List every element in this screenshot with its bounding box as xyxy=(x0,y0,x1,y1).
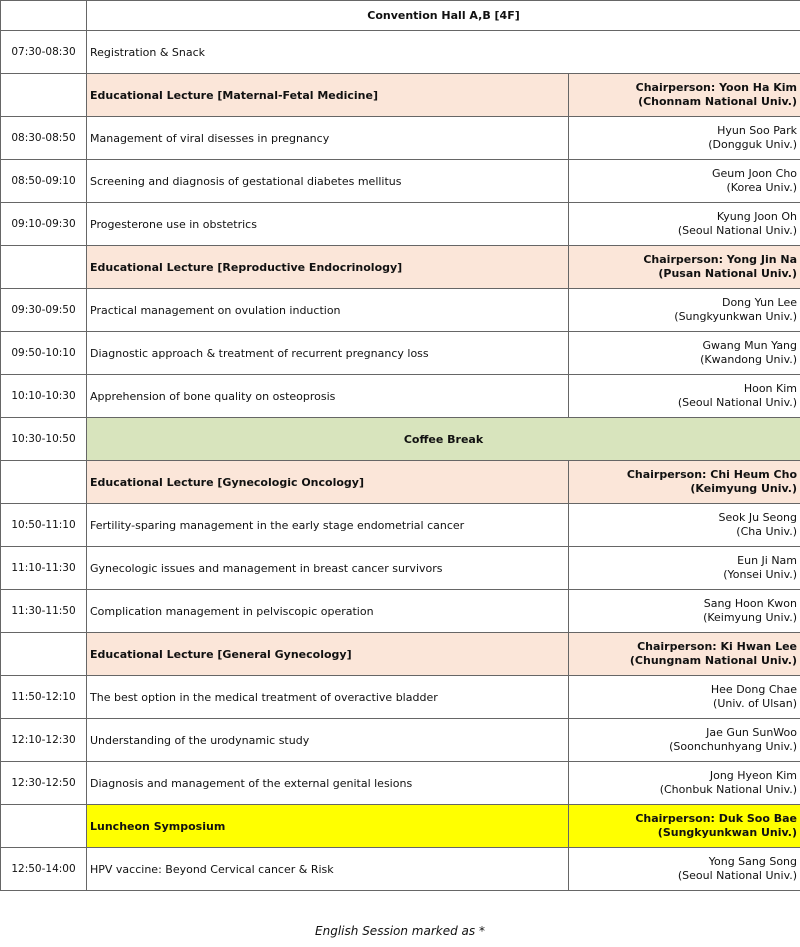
time-cell: 07:30-08:30 xyxy=(1,31,87,74)
speaker-affiliation: (Keimyung Univ.) xyxy=(703,611,798,624)
session-header-row xyxy=(1,633,800,676)
talk-title: Progesterone use in obstetrics xyxy=(87,203,569,246)
time-cell xyxy=(1,633,87,676)
speaker-name: Seok Ju Seong xyxy=(718,511,798,524)
program-row xyxy=(1,547,800,590)
chairperson-affiliation: (Pusan National Univ.) xyxy=(658,267,798,280)
time-cell: 11:30-11:50 xyxy=(1,590,87,633)
speaker-name: Hyun Soo Park xyxy=(717,124,798,137)
program-row xyxy=(1,289,800,332)
talk-title: Apprehension of bone quality on osteoprosis xyxy=(87,375,569,418)
time-cell: 08:30-08:50 xyxy=(1,117,87,160)
talk-title: Fertility-sparing management in the early stage endometrial cancer xyxy=(87,504,569,547)
talk-title: Diagnostic approach & treatment of recurrent pregnancy loss xyxy=(87,332,569,375)
time-cell: 10:50-11:10 xyxy=(1,504,87,547)
chairperson-affiliation: (Chonnam National Univ.) xyxy=(638,95,798,108)
speaker-affiliation: (Cha Univ.) xyxy=(736,525,798,538)
speaker-name: Jae Gun SunWoo xyxy=(706,726,798,739)
speaker-affiliation: (Seoul National Univ.) xyxy=(677,869,798,882)
session-header-row xyxy=(1,461,800,504)
program-table-body xyxy=(1,1,800,891)
chairperson-name: Chairperson: Yoon Ha Kim xyxy=(635,81,798,94)
hall-header-row xyxy=(1,1,800,31)
program-row xyxy=(1,762,800,805)
speaker-cell xyxy=(569,504,800,547)
speaker-cell xyxy=(569,289,800,332)
time-cell: 10:30-10:50 xyxy=(1,418,87,461)
footnote: English Session marked as * xyxy=(315,924,485,938)
chairperson-cell xyxy=(569,246,800,289)
chairperson-name: Chairperson: Ki Hwan Lee xyxy=(637,640,798,653)
session-title: Educational Lecture [Reproductive Endocrinology] xyxy=(87,246,569,289)
time-cell: 09:10-09:30 xyxy=(1,203,87,246)
program-row xyxy=(1,117,800,160)
time-cell xyxy=(1,74,87,117)
program-row xyxy=(1,375,800,418)
time-cell xyxy=(1,805,87,848)
chairperson-affiliation: (Sungkyunkwan Univ.) xyxy=(657,826,798,839)
speaker-affiliation: (Univ. of Ulsan) xyxy=(713,697,798,710)
speaker-cell xyxy=(569,547,800,590)
program-row xyxy=(1,676,800,719)
time-cell: 10:10-10:30 xyxy=(1,375,87,418)
session-header-row xyxy=(1,805,800,848)
session-title: Educational Lecture [Gynecologic Oncology] xyxy=(87,461,569,504)
chairperson-cell xyxy=(569,74,800,117)
chairperson-cell xyxy=(569,805,800,848)
speaker-name: Gwang Mun Yang xyxy=(702,339,798,352)
chairperson-name: Chairperson: Yong Jin Na xyxy=(643,253,798,266)
speaker-name: Hee Dong Chae xyxy=(710,683,798,696)
speaker-cell xyxy=(569,590,800,633)
program-row xyxy=(1,504,800,547)
speaker-name: Dong Yun Lee xyxy=(721,296,798,309)
time-cell: 08:50-09:10 xyxy=(1,160,87,203)
speaker-name: Geum Joon Cho xyxy=(711,167,798,180)
time-cell: 11:50-12:10 xyxy=(1,676,87,719)
time-cell: 12:10-12:30 xyxy=(1,719,87,762)
time-cell xyxy=(1,246,87,289)
chairperson-name: Chairperson: Chi Heum Cho xyxy=(626,468,798,481)
hall-title: Convention Hall A,B [4F] xyxy=(87,1,800,31)
speaker-cell xyxy=(569,719,800,762)
speaker-cell xyxy=(569,160,800,203)
coffee-break-label: Coffee Break xyxy=(87,418,800,461)
speaker-affiliation: (Seoul National Univ.) xyxy=(677,224,798,237)
speaker-affiliation: (Kwandong Univ.) xyxy=(700,353,798,366)
talk-title: Understanding of the urodynamic study xyxy=(87,719,569,762)
program-row xyxy=(1,848,800,891)
session-header-row xyxy=(1,246,800,289)
speaker-affiliation: (Soonchunhyang Univ.) xyxy=(669,740,798,753)
speaker-name: Kyung Joon Oh xyxy=(716,210,798,223)
program-row xyxy=(1,160,800,203)
session-title: Luncheon Symposium xyxy=(87,805,569,848)
time-cell xyxy=(1,461,87,504)
speaker-name: Eun Ji Nam xyxy=(737,554,798,567)
talk-title: Screening and diagnosis of gestational diabetes mellitus xyxy=(87,160,569,203)
speaker-affiliation: (Sungkyunkwan Univ.) xyxy=(674,310,798,323)
program-title: Registration & Snack xyxy=(87,31,800,74)
talk-title: Gynecologic issues and management in breast cancer survivors xyxy=(87,547,569,590)
speaker-cell xyxy=(569,676,800,719)
speaker-affiliation: (Seoul National Univ.) xyxy=(677,396,798,409)
speaker-affiliation: (Yonsei Univ.) xyxy=(723,568,798,581)
chairperson-affiliation: (Keimyung Univ.) xyxy=(690,482,798,495)
speaker-cell xyxy=(569,117,800,160)
speaker-name: Hoon Kim xyxy=(743,382,798,395)
speaker-cell xyxy=(569,203,800,246)
speaker-name: Jong Hyeon Kim xyxy=(709,769,798,782)
chairperson-affiliation: (Chungnam National Univ.) xyxy=(629,654,798,667)
program-row xyxy=(1,590,800,633)
talk-title: Practical management on ovulation induction xyxy=(87,289,569,332)
time-cell: 12:30-12:50 xyxy=(1,762,87,805)
speaker-cell xyxy=(569,848,800,891)
program-row xyxy=(1,31,800,74)
chairperson-name: Chairperson: Duk Soo Bae xyxy=(635,812,798,825)
program-row xyxy=(1,203,800,246)
talk-title: The best option in the medical treatment of overactive bladder xyxy=(87,676,569,719)
speaker-name: Yong Sang Song xyxy=(708,855,798,868)
talk-title: Diagnosis and management of the external genital lesions xyxy=(87,762,569,805)
speaker-name: Sang Hoon Kwon xyxy=(703,597,798,610)
chairperson-cell xyxy=(569,461,800,504)
session-title: Educational Lecture [Maternal-Fetal Medicine] xyxy=(87,74,569,117)
talk-title: HPV vaccine: Beyond Cervical cancer & Risk xyxy=(87,848,569,891)
program-row xyxy=(1,719,800,762)
talk-title: Management of viral disesses in pregnancy xyxy=(87,117,569,160)
time-cell: 12:50-14:00 xyxy=(1,848,87,891)
chairperson-cell xyxy=(569,633,800,676)
time-header-cell xyxy=(1,1,87,31)
speaker-affiliation: (Chonbuk National Univ.) xyxy=(659,783,798,796)
speaker-affiliation: (Korea Univ.) xyxy=(726,181,798,194)
speaker-affiliation: (Dongguk Univ.) xyxy=(708,138,798,151)
speaker-cell xyxy=(569,762,800,805)
time-cell: 09:50-10:10 xyxy=(1,332,87,375)
session-title: Educational Lecture [General Gynecology] xyxy=(87,633,569,676)
time-cell: 11:10-11:30 xyxy=(1,547,87,590)
break-row xyxy=(1,418,800,461)
program-row xyxy=(1,332,800,375)
speaker-cell xyxy=(569,375,800,418)
talk-title: Complication management in pelviscopic operation xyxy=(87,590,569,633)
session-header-row xyxy=(1,74,800,117)
time-cell: 09:30-09:50 xyxy=(1,289,87,332)
speaker-cell xyxy=(569,332,800,375)
